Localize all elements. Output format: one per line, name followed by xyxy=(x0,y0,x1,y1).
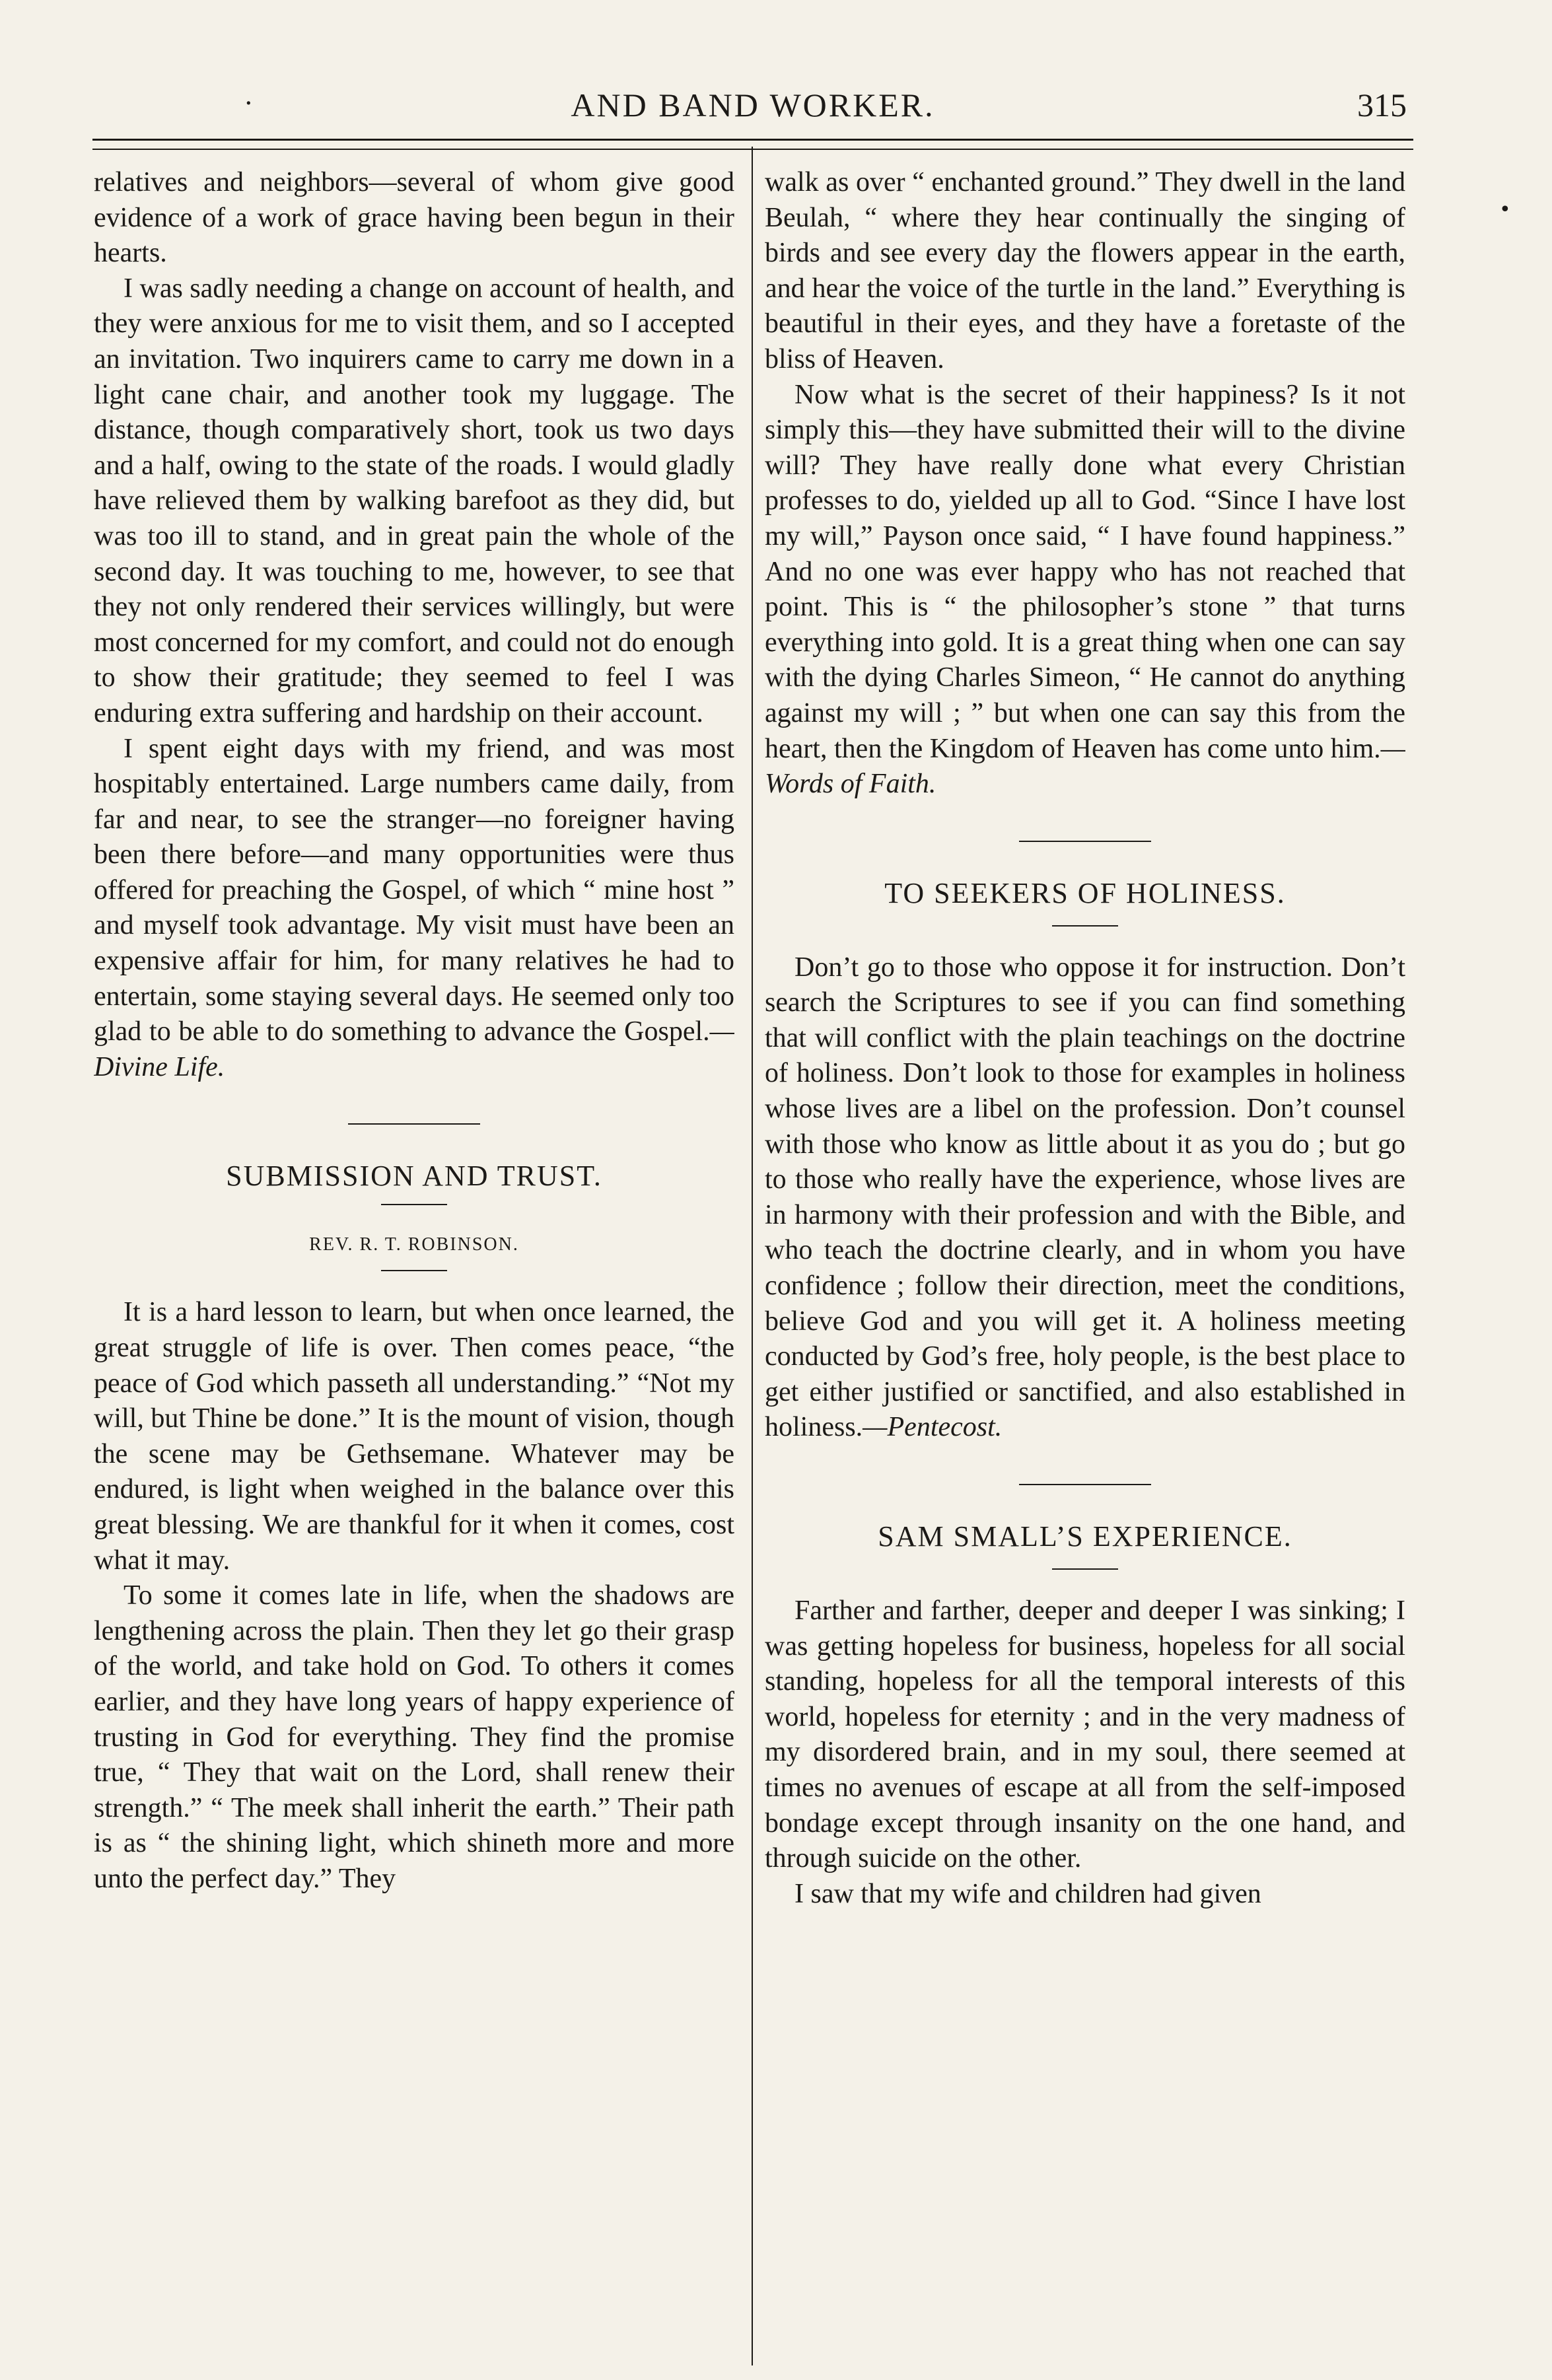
paragraph: Farther and farther, deeper and deeper I was sinking; I was getting hopeless for business, hopeless for all social standing, hopeless for all the temporal interests of this world, hopeless for eternity ; and in the very madness of my disordered brain, and in my soul, there seemed at times no avenues of escape at all from the self-imposed bondage except through insanity on the one hand, and through suicide on the other. xyxy=(765,1595,1405,1874)
paragraph-text: Now what is the secret of their happiness? Is it not simply this—they have submitted their will to the divine will? They have really done what every Christian professes to do, yielded up all to God. “Since I have lost my will,” Payson once said, “ I have found happiness.” And no one was ever happy who has not reached that point. This is “ the philosopher’s stone ” that turns everything into gold. It is a great thing when one can say with the dying Charles Simeon, “ He cannot do anything against my will ; ” but when one can say this from the heart, then the Kingdom of Heaven has come unto him. xyxy=(765,379,1405,764)
paragraph: walk as over “ enchanted ground.” They dwell in the land Beulah, “ where they hear continually the singing of birds and see every day the flowers appear in the earth, and hear the voice of the turtle in the land.” Everything is beautiful in their eyes, and they have a foretaste of the bliss of Heaven. xyxy=(765,167,1405,374)
paragraph-text: Don’t go to those who oppose it for instruction. Don’t search the Scriptures to see if you can find something that will conflict with the plain teachings on the doctrine of holiness. Don’t look to those for examples in holiness whose lives are a libel on the profession. Don’t counsel with those who know as little about it as you do ; but go to those who really have the experience, whose lives are in harmony with their profession and with the Bible, and who teach the doctrine clearly, and in whom you have confidence ; follow their direction, meet the conditions, believe God and you will get it. A holiness meeting conducted by God’s free, holy people, is the best place to get either justified or sanctified, and also established in holiness. xyxy=(765,952,1405,1443)
section-title: SUBMISSION AND TRUST. xyxy=(226,1160,602,1193)
left-column xyxy=(94,165,734,2364)
paragraph: I saw that my wife and children had given xyxy=(794,1878,1261,1909)
section-separator xyxy=(1019,1484,1151,1485)
paragraph: relatives and neighbors—several of whom give good evidence of a work of grace having been begun in their hearts. xyxy=(94,167,734,269)
page-number: 315 xyxy=(1357,87,1407,123)
title-rule xyxy=(381,1204,447,1205)
source-citation: —Words of Faith. xyxy=(765,733,1405,800)
paragraph: I was sadly needing a change on account of health, and they were anxious for me to visit them, and so I accepted an invitation. Two inquirers came to carry me down in a light cane chair, and another took my luggage. The distance, though comparatively short, took us two days and a half, owing to the state of the roads. I would gladly have relieved them by walking barefoot as they did, but was too ill to stand, and in great pain the whole of the second day. It was touching to me, however, to see that they not only rendered their services willingly, but were most concerned for my comfort, and could not do enough to show their gratitude; they seemed to feel I was enduring extra suffering and hardship on their account. xyxy=(94,273,734,728)
title-rule xyxy=(1052,925,1118,927)
ink-speck: · xyxy=(244,88,253,119)
section-title: TO SEEKERS OF HOLINESS. xyxy=(884,876,1286,909)
paragraph: To some it comes late in life, when the shadows are lengthening across the plain. Then they let go their grasp of the world, and take hold on God. To others it comes earlier, and they have long years of happy experience of trusting in God for everything. They find the promise true, “ They that wait on the Lord, shall renew their strength.” “ The meek shall inherit the earth.” Their path is as “ the shining light, which shineth more and more unto the perfect day.” They xyxy=(94,1580,734,1894)
header-rule xyxy=(92,139,1413,150)
source-citation: —Pentecost. xyxy=(863,1412,1003,1443)
running-header xyxy=(92,86,1413,132)
paragraph: It is a hard lesson to learn, but when once learned, the great struggle of life is over. Then comes peace, “the peace of God which passeth all understanding.” “Not my will, but Thine be done.” It is the mount of vision, though the scene may be Gethsemane. Whatever may be endured, is light when weighed in the balance over this great blessing. We are thankful for it when it comes, cost what it may. xyxy=(94,1297,734,1576)
section-separator xyxy=(348,1123,480,1125)
paragraph-text: I spent eight days with my friend, and was most hospitably entertained. Large numbers came daily, from far and near, to see the stranger—no foreigner having been there before—and many opportunities were thus offered for preaching the Gospel, of which “ mine host ” and myself took advantage. My visit must have been an expensive affair for him, for many relatives he had to entertain, some staying several days. He seemed only too glad to be able to do something to advance the Gospel. xyxy=(94,733,734,1047)
author-byline: REV. R. T. ROBINSON. xyxy=(309,1234,519,1255)
right-column xyxy=(765,165,1405,2364)
paragraph xyxy=(94,732,734,1086)
byline-rule xyxy=(381,1270,447,1271)
section-title: SAM SMALL’S EXPERIENCE. xyxy=(878,1520,1292,1553)
paragraph xyxy=(765,950,1405,1446)
ink-speck: • xyxy=(1499,198,1511,221)
source-citation: —Divine Life. xyxy=(94,1016,734,1082)
header-title: AND BAND WORKER. xyxy=(571,87,935,123)
column-divider xyxy=(752,147,753,2365)
title-rule xyxy=(1052,1568,1118,1570)
section-separator xyxy=(1019,841,1151,842)
paragraph xyxy=(765,378,1405,802)
